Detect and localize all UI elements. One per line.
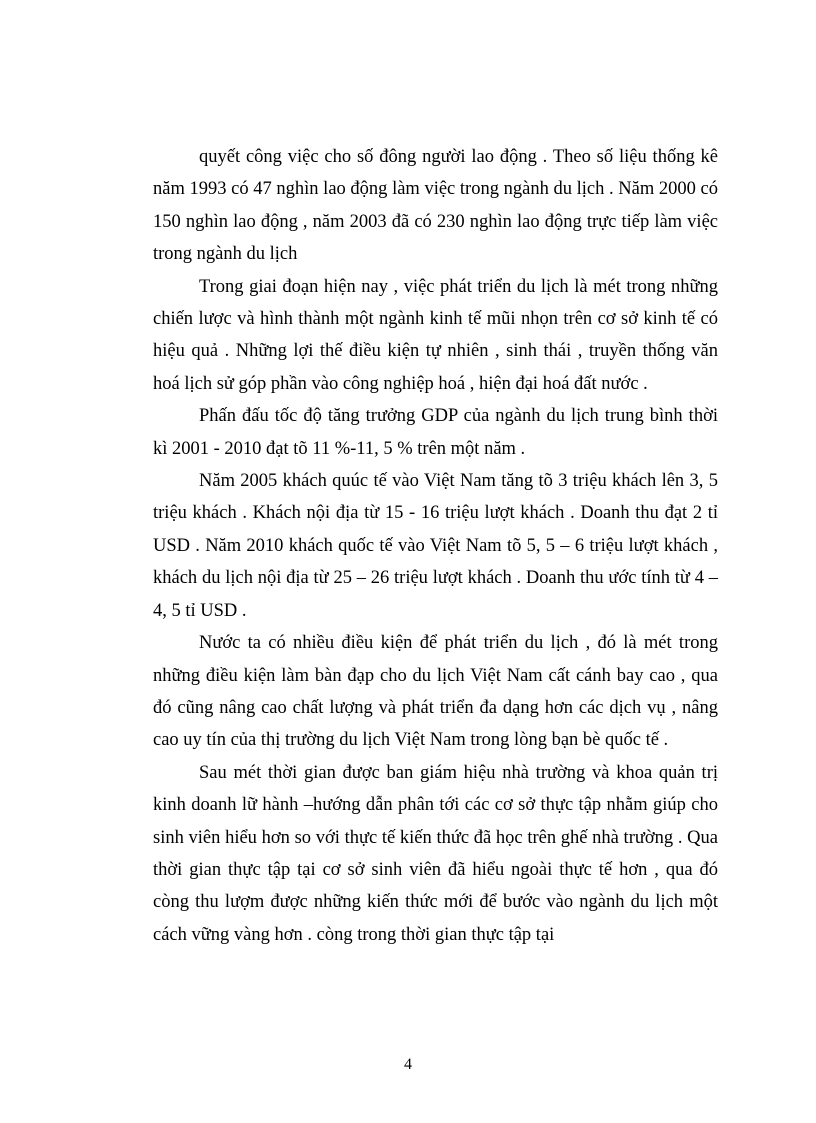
paragraph-2: Trong giai đoạn hiện nay , việc phát triển du lịch là mét trong những chiến lược và hình thành một ngành kinh tế mũi nhọn trên cơ sở kinh tế có hiệu quả . Những lợi thế điều kiện tự nhiên , sinh thái , truyền thống văn hoá lịch sử góp phần vào công nghiệp hoá , hiện đại hoá đất nước . <box>153 276 718 394</box>
paragraph-1: quyết công việc cho số đông người lao động . Theo số liệu thống kê năm 1993 có 47 nghìn lao động làm việc trong ngành du lịch . Năm 2000 có 150 nghìn lao động , năm 2003 đã có 230 nghìn lao động trực tiếp làm việc trong ngành du lịch <box>153 147 718 265</box>
paragraph-5: Nước ta có nhiều điều kiện để phát triển du lịch , đó là mét trong những điều kiện làm bàn đạp cho du lịch Việt Nam cất cánh bay cao , qua đó cũng nâng cao chất lượng và phát triển đa dạng hơn các dịch vụ , nâng cao uy tín của thị trường du lịch Việt Nam trong lòng bạn bè quốc tế . <box>153 633 718 751</box>
page-number: 4 <box>404 1056 412 1073</box>
paragraph-6: Sau mét thời gian được ban giám hiệu nhà trường và khoa quản trị kinh doanh lữ hành –hướng dẫn phân tới các cơ sở thực tập nhằm giúp cho sinh viên hiểu hơn so với thực tế kiến thức đã học trên ghế nhà trường . Qua thời gian thực tập tại cơ sở sinh viên đã hiểu ngoài thực tế hơn , qua đó còng thu lượm được những kiến thức mới để bước vào ngành du lịch một cách vững vàng hơn . còng trong thời gian thực tập tại <box>153 762 718 945</box>
paragraph-3: Phấn đấu tốc độ tăng trưởng GDP của ngành du lịch trung bình thời kì 2001 - 2010 đạt tõ 11 %-11, 5 % trên một năm . <box>153 406 718 459</box>
body-text <box>153 141 718 951</box>
paragraph-4: Năm 2005 khách quúc tế vào Việt Nam tăng tõ 3 triệu khách lên 3, 5 triệu khách . Khách nội địa từ 15 - 16 triệu lượt khách . Doanh thu đạt 2 tỉ USD . Năm 2010 khách quốc tế vào Việt Nam tõ 5, 5 – 6 triệu lượt khách , khách du lịch nội địa từ 25 – 26 triệu lượt khách . Doanh thu ước tính từ 4 – 4, 5 tỉ USD . <box>153 471 718 621</box>
